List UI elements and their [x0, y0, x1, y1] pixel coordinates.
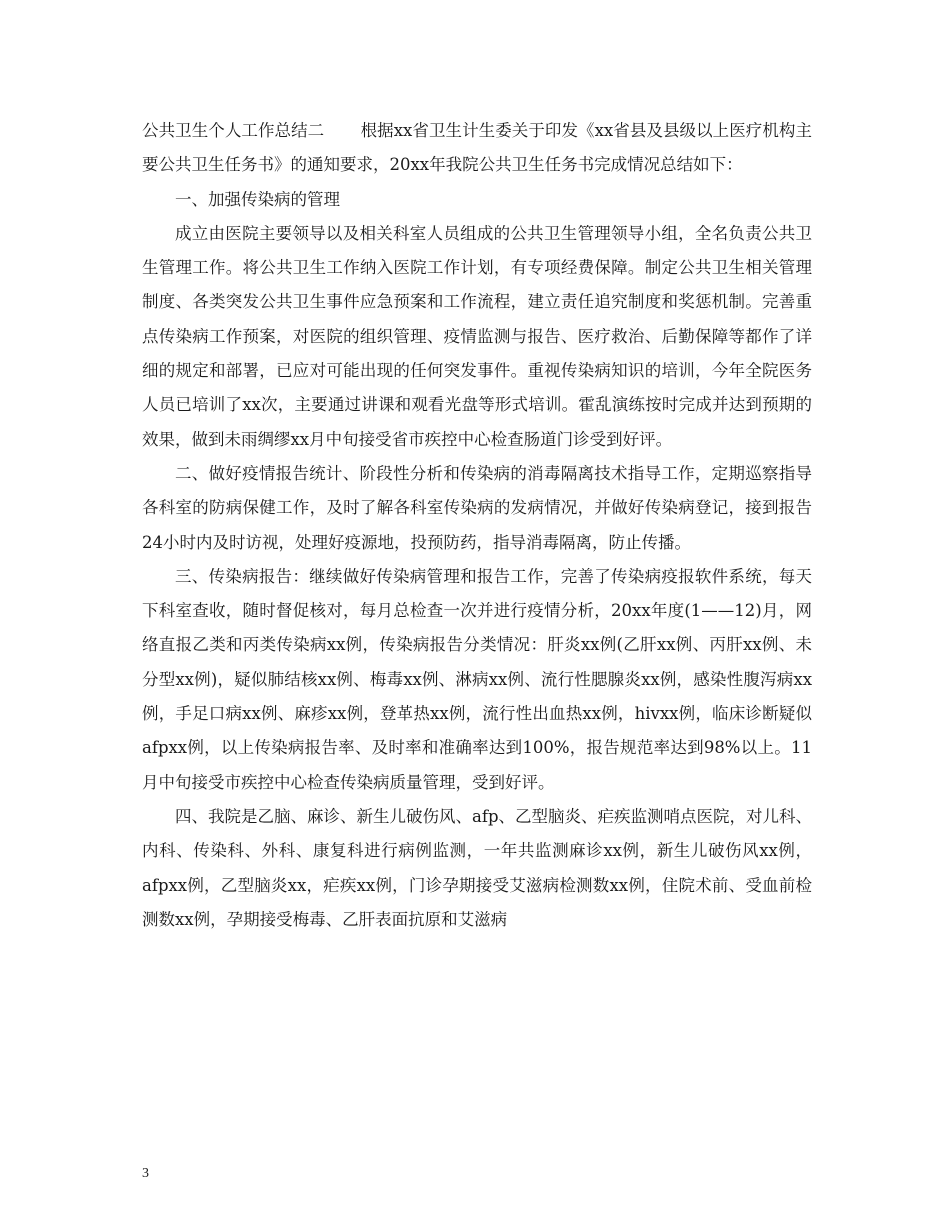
paragraph-0: 根据xx省卫生计生委关于印发《xx省县及县级以上医疗机构主要公共卫生任务书》的通知要求，20xx年我院公共卫生任务书完成情况总结如下：: [142, 121, 812, 175]
paragraph-5: 四、我院是乙脑、麻诊、新生儿破伤风、afp、乙型脑炎、疟疾监测哨点医院，对儿科、内科、传染科、外科、康复科进行病例监测，一年共监测麻诊xx例，新生儿破伤风xx例，afpxx例，乙型脑炎xx，疟疾xx例，门诊孕期接受艾滋病检测数xx例，住院术前、受血前检测数xx例，孕期接受梅毒、乙肝表面抗原和艾滋病: [142, 806, 813, 929]
paragraph-2: 成立由医院主要领导以及相关科室人员组成的公共卫生管理领导小组，全名负责公共卫生管理工作。将公共卫生工作纳入医院工作计划，有专项经费保障。制定公共卫生相关管理制度、各类突发公共卫生事件应急预案和工作流程，建立责任追究制度和奖惩机制。完善重点传染病工作预案，对医院的组织管理、疫情监测与报告、医疗救治、后勤保障等都作了详细的规定和部署，已应对可能出现的任何突发事件。重视传染病知识的培训，今年全院医务人员已培训了xx次，主要通过讲课和观看光盘等形式培训。霍乱演练按时完成并达到预期的效果，做到未雨绸缪xx月中旬接受省市疾控中心检查肠道门诊受到好评。: [142, 223, 812, 449]
paragraph-3: 二、做好疫情报告统计、阶段性分析和传染病的消毒隔离技术指导工作，定期巡察指导各科室的防病保健工作，及时了解各科室传染病的发病情况，并做好传染病登记，接到报告24小时内及时访视，处理好疫源地，投预防药，指导消毒隔离，防止传播。: [142, 463, 812, 552]
paragraph-4: 三、传染病报告：继续做好传染病管理和报告工作，完善了传染病疫报软件系统，每天下科室查收，随时督促核对，每月总检查一次并进行疫情分析，20xx年度(1——12)月，网络直报乙类和丙类传染病xx例，传染病报告分类情况：肝炎xx例(乙肝xx例、丙肝xx例、未分型xx例)，疑似肺结核xx例、梅毒xx例、淋病xx例、流行性腮腺炎xx例，感染性腹泻病xx例，手足口病xx例、麻疹xx例，登革热xx例，流行性出血热xx例，hivxx例，临床诊断疑似afpxx例，以上传染病报告率、及时率和准确率达到100%，报告规范率达到98%以上。11月中旬接受市疾控中心检查传染病质量管理，受到好评。: [142, 566, 812, 792]
document-title: 公共卫生个人工作总结二: [142, 121, 325, 140]
section-heading-1: 一、加强传染病的管理: [175, 189, 340, 209]
page-number: 3: [142, 1166, 149, 1181]
document-body: [142, 114, 812, 937]
intro-paragraph: [142, 114, 812, 183]
